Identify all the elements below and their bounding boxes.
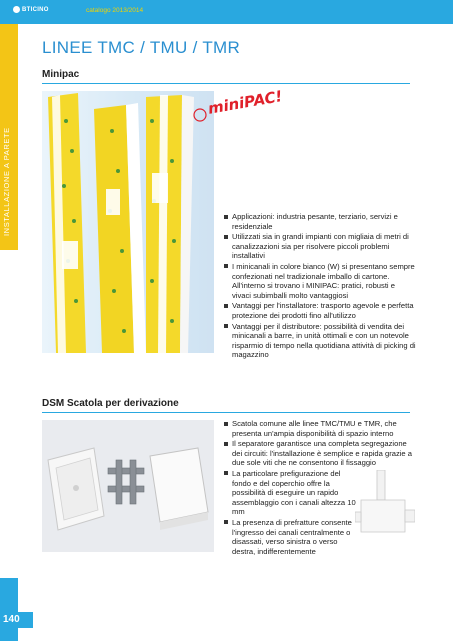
list-item: I minicanali in colore bianco (W) si presentano sempre confezionati nel tradizionale imballo di cartone. All'interno si trovano i MINIPAC: pratici, robusti e vivaci subimballi molto vantaggiosi: [224, 262, 416, 300]
catalog-label: catalogo 2013/2014: [86, 7, 144, 14]
junction-box-photo: [42, 420, 214, 552]
minipac-illustration: [42, 91, 214, 353]
brand-logo-icon: [13, 6, 20, 13]
page-number: 140: [0, 612, 33, 628]
section-divider: [42, 83, 410, 84]
top-banner: [0, 0, 453, 24]
list-item: Applicazioni: industria pesante, terziario, servizi e residenziale: [224, 212, 416, 231]
bullet-square-icon: [224, 215, 228, 219]
list-item: Il separatore garantisce una completa segregazione dei circuiti: l'installazione è semplice e rapida grazie a due sole viti che ne consentono il fissaggio: [224, 439, 414, 468]
bullet-square-icon: [224, 264, 228, 268]
page-number-bar: [0, 578, 18, 641]
bullet-square-icon: [224, 422, 228, 426]
bullet-square-icon: [224, 442, 228, 446]
section-heading-dsm: DSM Scatola per derivazione: [42, 398, 179, 409]
list-item: Utilizzati sia in grandi impianti con migliaia di metri di canalizzazioni sia per risolvere piccoli problemi installativi: [224, 232, 416, 261]
section-heading-minipac: Minipac: [42, 69, 80, 80]
bullet-square-icon: [224, 520, 228, 524]
brand-name: BTICINO: [22, 7, 49, 13]
list-item: Vantaggi per l'installatore: trasporto agevole e perfetta protezione dei prodotti fino all'utilizzo: [224, 301, 416, 320]
list-item: La particolare prefigurazione del fondo e del coperchio offre la possibilità di eseguire un rapido assemblaggio con i canali altezza 10 mm: [224, 469, 358, 517]
section-divider: [42, 412, 410, 413]
side-tab-label: INSTALLAZIONE A PARETE: [2, 127, 11, 236]
list-item: La presenza di prefratture consente l'ingresso dei canali centralmente o disassati, verso sinistra o verso destra, indifferentemente: [224, 518, 358, 556]
dsm-feature-list: [224, 419, 414, 557]
minipac-handwritten-label: miniPAC!: [206, 87, 284, 118]
minipac-product-photo: [42, 91, 214, 353]
bullet-square-icon: [224, 304, 228, 308]
bullet-square-icon: [224, 471, 228, 475]
bullet-square-icon: [224, 235, 228, 239]
junction-box-illustration: [42, 420, 214, 552]
list-item: Vantaggi per il distributore: possibilità di vendita dei minicanali a barre, in unità ottimali e con un notevole risparmio di tempo nella quotidiana attività di picking di magazzino: [224, 322, 416, 360]
page-title: LINEE TMC / TMU / TMR: [42, 38, 241, 57]
bullet-square-icon: [224, 324, 228, 328]
minipac-feature-list: [224, 212, 416, 361]
list-item: Scatola comune alle linee TMC/TMU e TMR, che presenta un'ampia disponibilità di spazio interno: [224, 419, 414, 438]
